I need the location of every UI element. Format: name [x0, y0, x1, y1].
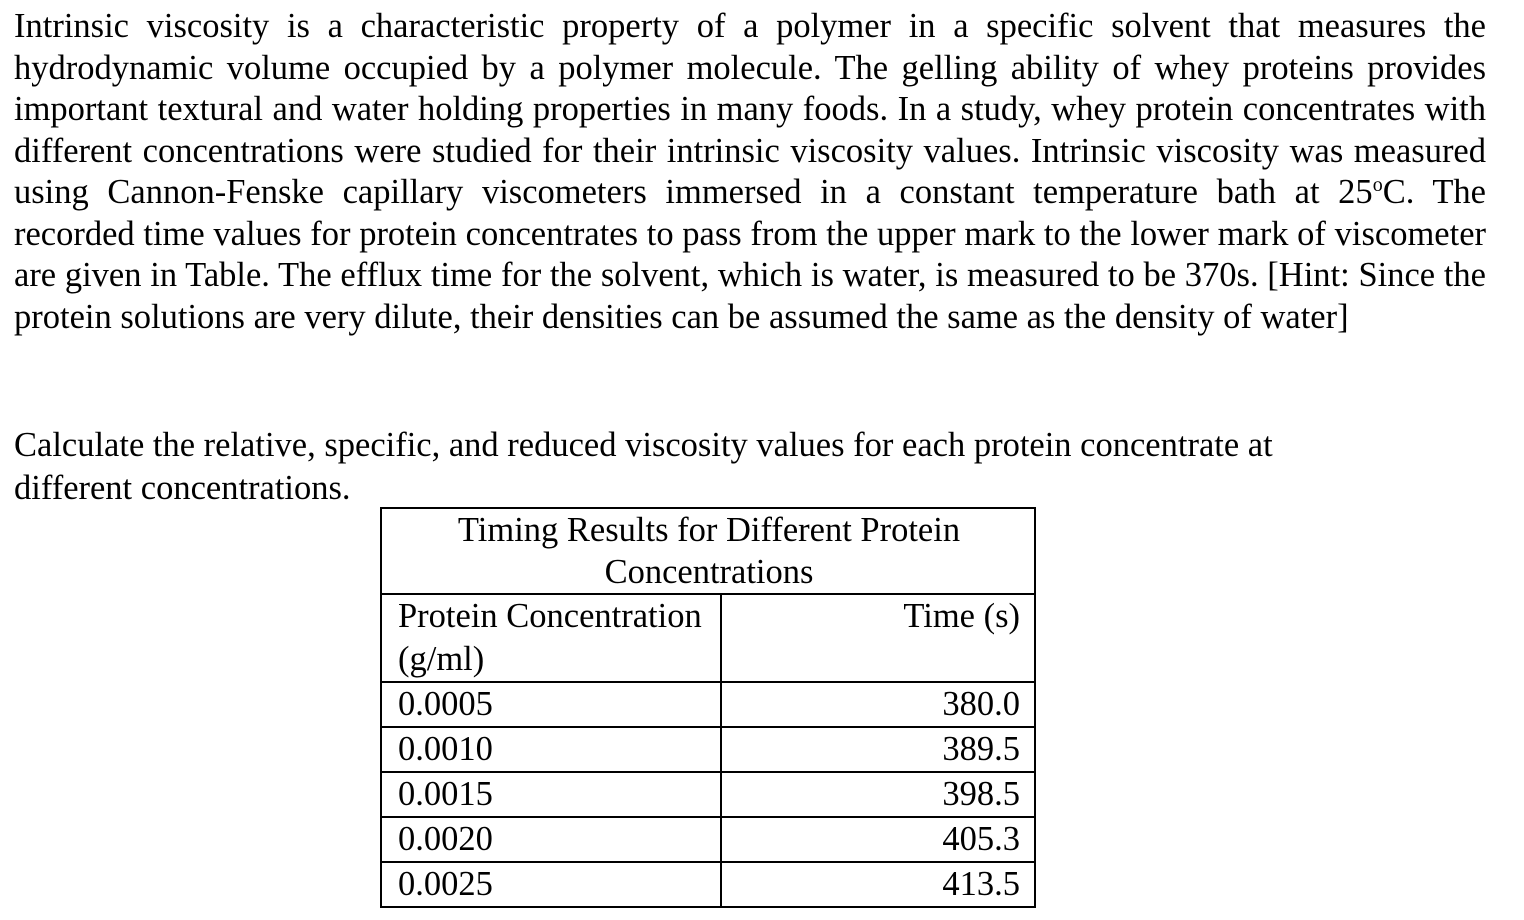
table-row [381, 682, 1035, 727]
degree-symbol: o [1372, 174, 1383, 196]
table-row [381, 862, 1035, 907]
concentration-cell: 0.0020 [381, 817, 721, 862]
column-header-concentration: Protein Concentration (g/ml) [381, 594, 721, 682]
column-header-time: Time (s) [721, 594, 1035, 682]
concentration-cell: 0.0005 [381, 682, 721, 727]
table-caption: Timing Results for Different Protein Concentrations [381, 508, 1035, 594]
table-row [381, 772, 1035, 817]
time-cell: 398.5 [721, 772, 1035, 817]
time-cell: 389.5 [721, 727, 1035, 772]
timing-table [380, 507, 1036, 908]
concentration-cell: 0.0015 [381, 772, 721, 817]
question-text: Calculate the relative, specific, and reduced viscosity values for each protein concentrate at different concentrations. [14, 426, 1273, 507]
paragraph-text-part2: C. The recorded time values for protein concentrates to pass from the upper mark to the lower mark of viscometer are given in Table. The efflux time for the solvent, which is water, is measured to be 370s. [Hint: Since the protein solutions are very dilute, their densities can be assumed the same as the density of water] [14, 173, 1486, 336]
concentration-cell: 0.0025 [381, 862, 721, 907]
time-cell: 413.5 [721, 862, 1035, 907]
time-cell: 380.0 [721, 682, 1035, 727]
time-cell: 405.3 [721, 817, 1035, 862]
table-row [381, 727, 1035, 772]
concentration-cell: 0.0010 [381, 727, 721, 772]
problem-paragraph [14, 6, 1486, 338]
table-row [381, 817, 1035, 862]
paragraph-text-part1: Intrinsic viscosity is a characteristic property of a polymer in a specific solvent that measures the hydrodynamic volume occupied by a polymer molecule. The gelling ability of whey proteins provides important textural and water holding properties in many foods. In a study, whey protein concentrates with different concentrations were studied for their intrinsic viscosity values. Intrinsic viscosity was measured using Cannon-Fenske capillary viscometers immersed in a constant temperature bath at 25 [14, 7, 1486, 211]
